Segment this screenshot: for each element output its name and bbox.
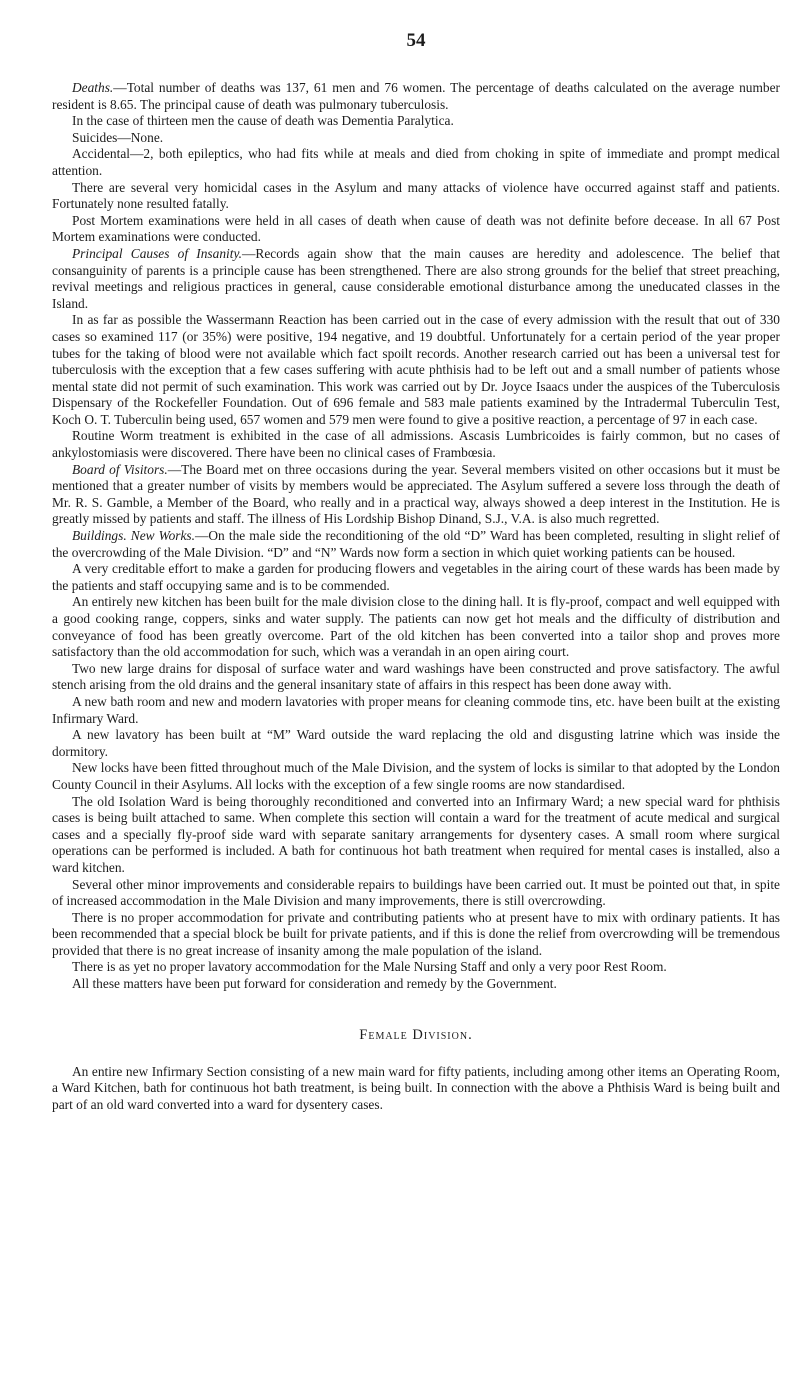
paragraph-text: In as far as possible the Wassermann Reaction has been carried out in the case of every admission with the result that out of 330 cases so examined 117 (or 35%) were positive, 194 negative, and 19 doubtful. Unfortunately for a certain period of the year proper tubes for the taking of blood were not available which fact spoilt records. Another research carried out has been a universal test for tuberculosis with the exception that a few cases suffering with acute phthisis had to be left out and a small number of patients whose mental state did not permit of such examination. This work was carried out by Dr. Joyce Isaacs under the auspices of the Tuberculosis Dispensary of the Rockefeller Foundation. Out of 696 female and 583 male patients examined by the Intradermal Tuberculin Test, Koch O. T. Tuberculin being used, 657 women and 579 men were found to give a positive reaction, a percentage of 97 in each case. (52, 312, 780, 427)
paragraph-heading: Buildings. New Works. (72, 528, 195, 544)
paragraph (52, 462, 780, 528)
paragraph-text: There is as yet no proper lavatory accommodation for the Male Nursing Staff and only a very poor Rest Room. (72, 959, 667, 975)
paragraph (52, 910, 780, 960)
paragraph (52, 213, 780, 246)
paragraph-text: —Total number of deaths was 137, 61 men and 76 women. The percentage of deaths calculated on the average number resident is 8.65. The principal cause of death was pulmonary tuberculosis. (52, 80, 780, 112)
paragraph (52, 528, 780, 561)
paragraph (52, 877, 780, 910)
paragraph-text: Two new large drains for disposal of surface water and ward washings have been constructed and prove satisfactory. The awful stench arising from the old drains and the general insanitary state of affairs in this respect has been done away with. (52, 660, 780, 693)
paragraph (52, 561, 780, 594)
paragraph (52, 760, 780, 793)
paragraph-heading: Board of Visitors. (72, 461, 168, 477)
paragraph-text: A new lavatory has been built at “M” Ward outside the ward replacing the old and disgusting latrine which was inside the dormitory. (52, 727, 780, 759)
paragraph-text: Post Mortem examinations were held in all cases of death when cause of death was not definite before decease. In all 67 Post Mortem examinations were conducted. (52, 212, 780, 245)
paragraph-text: In the case of thirteen men the cause of death was Dementia Paralytica. (72, 113, 454, 129)
paragraph (52, 727, 780, 760)
paragraph-text: An entirely new kitchen has been built for the male division close to the dining hall. It is fly-proof, compact and well equipped with a good cooking range, coppers, sinks and water supply. The patients can now get hot meals and the difficulty of distribution and conveyance of food has been greatly overcome. Part of the old kitchen has been converted into a tailor shop and proves more satisfactory than the old accommodation for such, which was a verandah in an open airing court. (52, 594, 780, 660)
paragraph (52, 976, 780, 993)
paragraph (52, 146, 780, 179)
paragraph (52, 80, 780, 113)
section-heading: Female Division. (359, 1026, 473, 1043)
paragraph-text: The old Isolation Ward is being thoroughly reconditioned and converted into an Infirmary Ward; a new special ward for phthisis cases is being built attached to same. When complete this section will contain a ward for the treatment of acute medical and surgical cases and a specially fly-proof side ward with separate sanitary arrangements for dysentery cases. A small room where surgical operations can be performed is included. A bath for continuous hot bath treatment when required for mental cases is installed, also a ward kitchen. (52, 793, 780, 875)
paragraph (52, 113, 780, 130)
paragraph-text: A very creditable effort to make a garden for producing flowers and vegetables in the airing court of these wards has been made by the patients and staff occupying same and is to be commended. (52, 561, 780, 593)
paragraph (52, 794, 780, 877)
paragraph-text: There are several very homicidal cases in the Asylum and many attacks of violence have occurred against staff and patients. Fortunately none resulted fatally. (52, 179, 780, 212)
paragraph (52, 694, 780, 727)
paragraph-heading: Principal Causes of Insanity. (72, 245, 243, 261)
paragraph-heading: Deaths. (72, 80, 114, 95)
paragraph-text: —On the male side the reconditioning of the old “D” Ward has been completed, resulting in slight relief of the overcrowding of the Male Division. “D” and “N” Wards now form a section in which quiet working patients can be housed. (52, 528, 780, 560)
paragraph-text: An entire new Infirmary Section consisting of a new main ward for fifty patients, including among other items an Operating Room, a Ward Kitchen, bath for continuous hot bath treatment, is being built. In connection with the above a Phthisis Ward is being built and part of an old ward converted into a ward for dysentery cases. (52, 1063, 780, 1112)
paragraph-text: —The Board met on three occasions during the year. Several members visited on other occasions but it must be mentioned that a greater number of visits by members would be appreciated. The Asylum suffered a severe loss through the death of Mr. R. S. Gamble, a Member of the Board, who really and in a practical way, always showed a deep interest in the Institution. He is greatly missed by patients and staff. The illness of His Lordship Bishop Dinand, S.J., V.A. is also much regretted. (52, 461, 780, 527)
paragraph-text: Routine Worm treatment is exhibited in the case of all admissions. Ascasis Lumbricoides is fairly common, but no cases of ankylostomiasis were discovered. There have been no clinical cases of Frambœsia. (52, 428, 780, 461)
paragraph-text: A new bath room and new and modern lavatories with proper means for cleaning commode tins, etc. have been built at the existing Infirmary Ward. (52, 693, 780, 726)
paragraph (52, 130, 780, 147)
female-division-body (52, 1064, 780, 1114)
paragraph-text: All these matters have been put forward for consideration and remedy by the Government. (72, 976, 557, 992)
paragraph-text: Several other minor improvements and considerable repairs to buildings have been carried out. It must be pointed out that, in spite of increased accommodation in the Male Division and many improvements, there is still overcrowding. (52, 876, 780, 909)
paragraph (52, 180, 780, 213)
paragraph-text: Accidental—2, both epileptics, who had fits while at meals and died from choking in spite of immediate and prompt medical attention. (52, 146, 780, 178)
paragraph (52, 594, 780, 660)
paragraph-text: —Records again show that the main causes are heredity and adolescence. The belief that consanguinity of parents is a principle cause has been strengthened. There are also strong grounds for the belief that street preaching, revival meetings and religious practices in general, cause considerable emotional disturbance among the uneducated classes in the Island. (52, 245, 780, 311)
report-body (52, 80, 780, 993)
paragraph (52, 1064, 780, 1114)
paragraph-text: New locks have been fitted throughout much of the Male Division, and the system of locks is similar to that adopted by the London County Council in their Asylums. All locks with the exception of a few single rooms are now standardised. (52, 760, 780, 792)
paragraph (52, 428, 780, 461)
paragraph (52, 661, 780, 694)
paragraph (52, 959, 780, 976)
page-number: 54 (406, 30, 426, 51)
paragraph-text: There is no proper accommodation for private and contributing patients who at present have to mix with ordinary patients. It has been recommended that a special block be built for private patients, and if this is done the relief from overcrowding will be tremendous provided that there is no great increase of insanity among the male population of the island. (52, 909, 780, 958)
paragraph (52, 246, 780, 312)
paragraph-text: Suicides—None. (72, 129, 164, 145)
paragraph (52, 312, 780, 428)
